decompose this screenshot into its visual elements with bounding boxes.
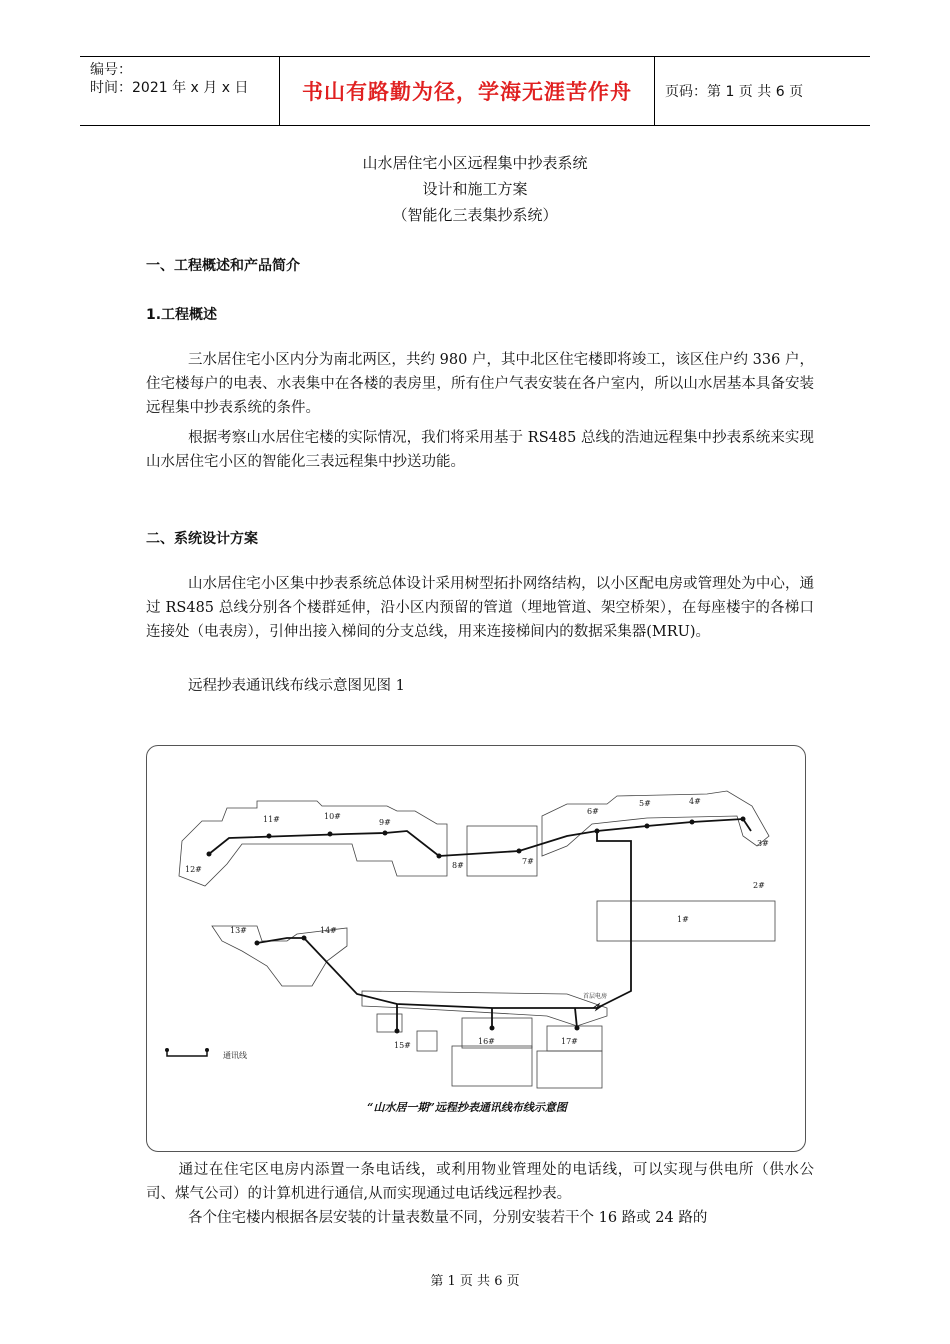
building-label: 8# [452, 861, 464, 870]
paragraph: 各个住宅楼内根据各层安装的计量表数量不同，分别安装若干个 16 路或 24 路的 [188, 1210, 708, 1226]
doc-number-label: 编号： [90, 62, 132, 78]
page-header [80, 56, 870, 126]
section-2-heading: 二、系统设计方案 [146, 531, 258, 547]
power-room-label: 首层电房 [583, 993, 608, 1000]
paragraph: 三水居住宅小区内分为南北两区，共约 980 户，其中北区住宅楼即将竣工，该区住户约 336 户，住宅楼每户的电表、水表集中在各楼的表房里，所有住户气表安装在各户室内，所以山水居基本具备安装远程集中抄表系统的条件。 [146, 352, 814, 416]
doc-title-line3: （智能化三表集抄系统） [392, 206, 558, 224]
page-footer: 第 1 页 共 6 页 [430, 1274, 520, 1289]
building-label: 11# [263, 815, 280, 824]
building-label: 5# [639, 799, 651, 808]
comm-line [209, 819, 751, 1031]
paragraph: 远程抄表通讯线布线示意图见图 1 [188, 678, 405, 694]
section-1-heading: 一、工程概述和产品简介 [146, 258, 300, 274]
wiring-diagram [146, 745, 806, 1152]
legend-label: 通讯线 [223, 1051, 247, 1060]
building-label: 6# [587, 807, 599, 816]
doc-title-line1: 山水居住宅小区远程集中抄表系统 [362, 154, 588, 172]
legend-line-icon [167, 1050, 207, 1056]
header-motto: 书山有路勤为径，学海无涯苦作舟 [280, 57, 655, 125]
building-label: 4# [689, 797, 701, 806]
lightning-icon [593, 1004, 602, 1010]
building-label: 1# [677, 915, 689, 924]
building-label: 2# [753, 881, 765, 890]
header-page-label: 页码：第 1 页 共 6 页 [665, 84, 804, 100]
section-1-1-heading: 1.工程概述 [146, 307, 218, 323]
header-meta [80, 57, 280, 125]
building-label: 12# [185, 865, 202, 874]
building-label: 10# [324, 812, 341, 821]
building-label: 14# [320, 926, 337, 935]
junction-dots [207, 817, 746, 1034]
doc-date-label: 时间：2021 年 x 月 x 日 [90, 80, 249, 96]
figure-caption: “山水居一期”远程抄表通讯线布线示意图 [367, 1101, 567, 1114]
building-label: 3# [757, 839, 769, 848]
building-label: 15# [394, 1041, 411, 1050]
building-label: 7# [522, 857, 534, 866]
building-label: 9# [379, 818, 391, 827]
building-label: 16# [478, 1037, 495, 1046]
wiring-diagram-svg [147, 746, 805, 1151]
building-label: 13# [230, 926, 247, 935]
building-label: 17# [561, 1037, 578, 1046]
doc-title-line2: 设计和施工方案 [422, 180, 528, 198]
paragraph: 根据考察山水居住宅楼的实际情况，我们将采用基于 RS485 总线的浩迪远程集中抄表系统来实现山水居住宅小区的智能化三表远程集中抄送功能。 [146, 430, 814, 470]
paragraph: 通过在住宅区电房内添置一条电话线，或利用物业管理处的电话线，可以实现与供电所（供水公司、煤气公司）的计算机进行通信,从而实现通过电话线远程抄表。 [146, 1162, 814, 1202]
paragraph: 山水居住宅小区集中抄表系统总体设计采用树型拓扑网络结构，以小区配电房或管理处为中心，通过 RS485 总线分别各个楼群延伸，沿小区内预留的管道（埋地管道、架空桥架），在每座楼宇的各梯口连接处（电表房），引伸出接入梯间的分支总线，用来连接梯间内的数据采集器(MRU)。 [146, 576, 814, 640]
